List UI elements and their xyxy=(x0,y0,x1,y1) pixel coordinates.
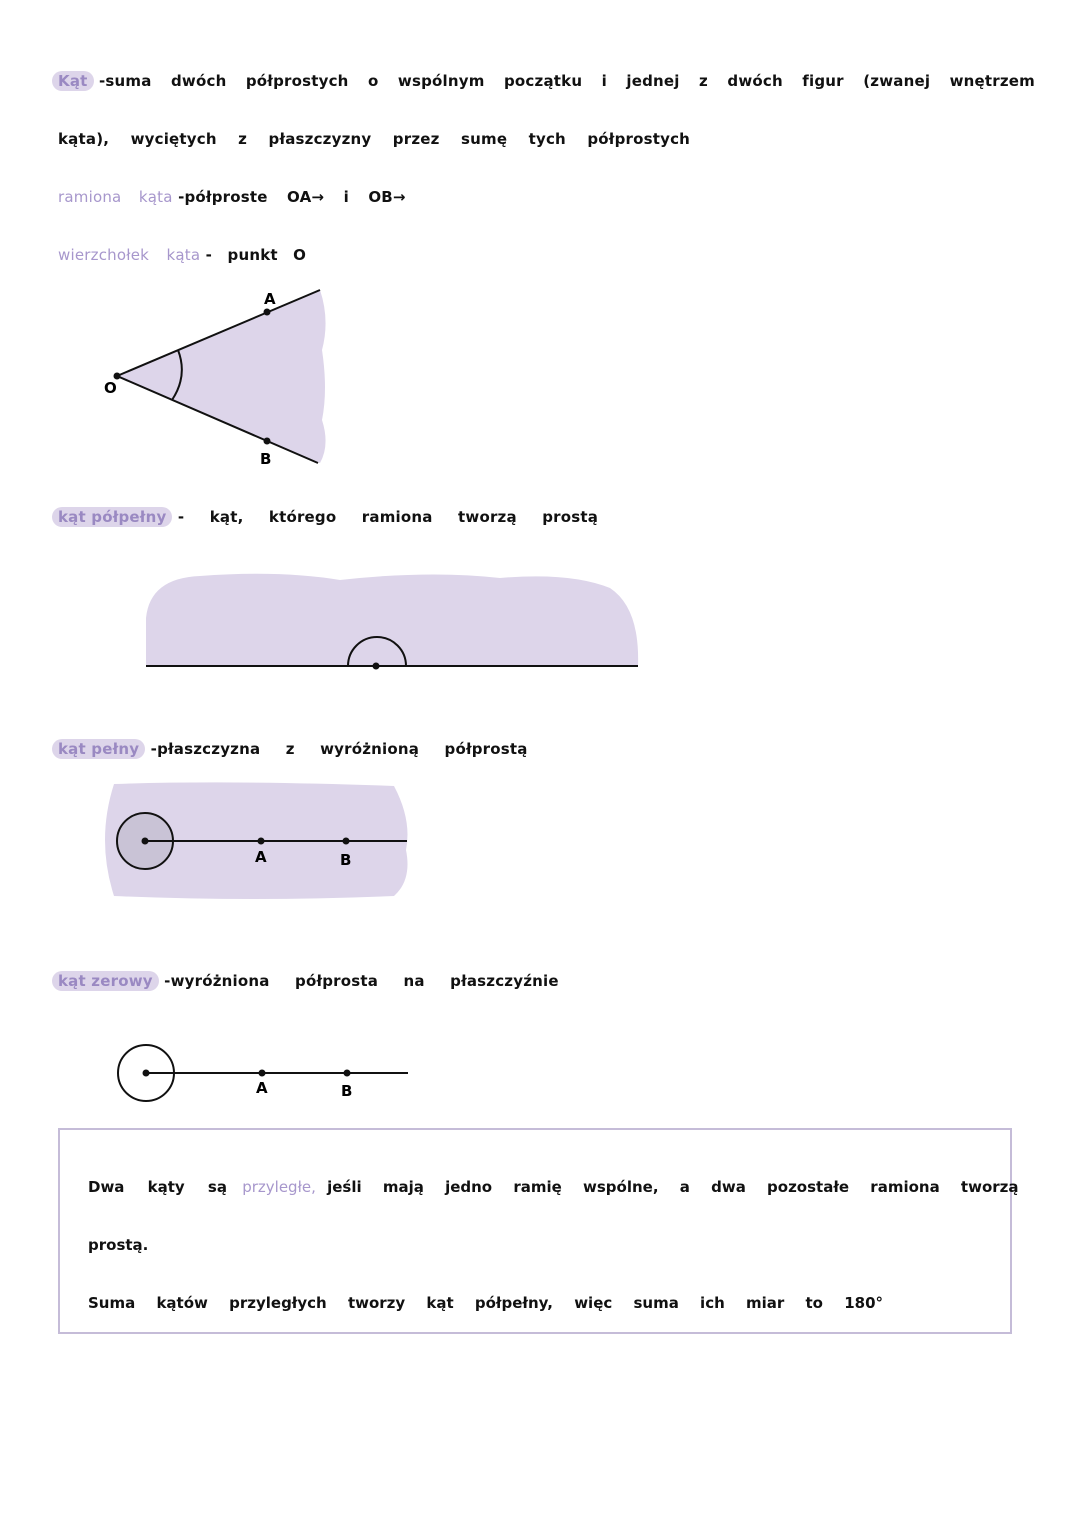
label-a: A xyxy=(264,290,276,308)
zero-label-a: A xyxy=(256,1079,268,1097)
zero-point-b xyxy=(344,1070,351,1077)
label-b: B xyxy=(260,450,272,468)
note-line2 xyxy=(88,1236,148,1254)
angle-figure xyxy=(90,280,350,480)
note-line1-after: jeśli mają jedno ramię wspólne, a dwa pozostałe ramiona tworzą xyxy=(327,1178,1019,1196)
zero-angle-definition xyxy=(52,972,559,990)
note-line1 xyxy=(88,1178,1019,1196)
half-plane-interior xyxy=(146,574,638,666)
angle-definition-line2 xyxy=(58,130,690,148)
note-line3-text: Suma kątów przyległych tworzy kąt półpełny, więc suma ich miar to 180° xyxy=(88,1294,884,1312)
full-label-a: A xyxy=(255,848,267,866)
full-point-a xyxy=(258,838,265,845)
label-o: O xyxy=(104,379,117,397)
straight-vertex xyxy=(373,663,380,670)
arms-term: ramiona xyxy=(58,188,122,206)
vertex-definition xyxy=(58,246,306,264)
zero-angle-text: -wyróżniona półprosta na płaszczyźnie xyxy=(164,972,559,990)
note-line1-before: Dwa kąty są xyxy=(88,1178,227,1196)
angle-interior xyxy=(117,290,326,463)
straight-angle-definition xyxy=(52,508,598,526)
arms-term-kata: kąta xyxy=(138,188,173,206)
zero-point-a xyxy=(259,1070,266,1077)
zero-label-b: B xyxy=(341,1082,353,1100)
straight-angle-term: kąt półpełny xyxy=(52,507,172,527)
full-point-b xyxy=(343,838,350,845)
full-angle-definition xyxy=(52,740,528,758)
point-a xyxy=(264,309,271,316)
arms-text: -półproste OA→ i OB→ xyxy=(178,188,406,206)
note-line3 xyxy=(88,1294,883,1312)
vertex-text: - punkt O xyxy=(205,246,307,264)
point-b xyxy=(264,438,271,445)
angle-definition-line1 xyxy=(52,72,1035,90)
full-angle-term: kąt pełny xyxy=(52,739,145,759)
note-term-adjacent: przyległe, xyxy=(242,1178,316,1196)
note-line2-text: prostą. xyxy=(88,1236,149,1254)
full-angle-figure xyxy=(94,780,414,902)
straight-angle-text: - kąt, którego ramiona tworzą prostą xyxy=(177,508,599,526)
adjacent-angles-note xyxy=(58,1128,1019,1334)
full-label-b: B xyxy=(340,851,352,869)
zero-angle-term: kąt zerowy xyxy=(52,971,159,991)
angle-definition-text-continued: kąta), wyciętych z płaszczyzny przez sumę tych półprostych xyxy=(58,130,691,148)
vertex-term: wierzchołek xyxy=(58,246,150,264)
zero-angle-figure xyxy=(94,1040,414,1106)
full-angle-text: -płaszczyzna z wyróżnioną półprostą xyxy=(150,740,528,758)
angle-term: Kąt xyxy=(52,71,94,91)
full-vertex xyxy=(142,838,149,845)
arms-definition xyxy=(58,188,406,206)
straight-angle-figure xyxy=(140,568,650,678)
zero-vertex xyxy=(143,1070,150,1077)
angle-definition-text: -suma dwóch półprostych o wspólnym początku i jednej z dwóch figur (zwanej wnętrzem xyxy=(98,72,1035,90)
vertex-term-kata: kąta xyxy=(166,246,201,264)
